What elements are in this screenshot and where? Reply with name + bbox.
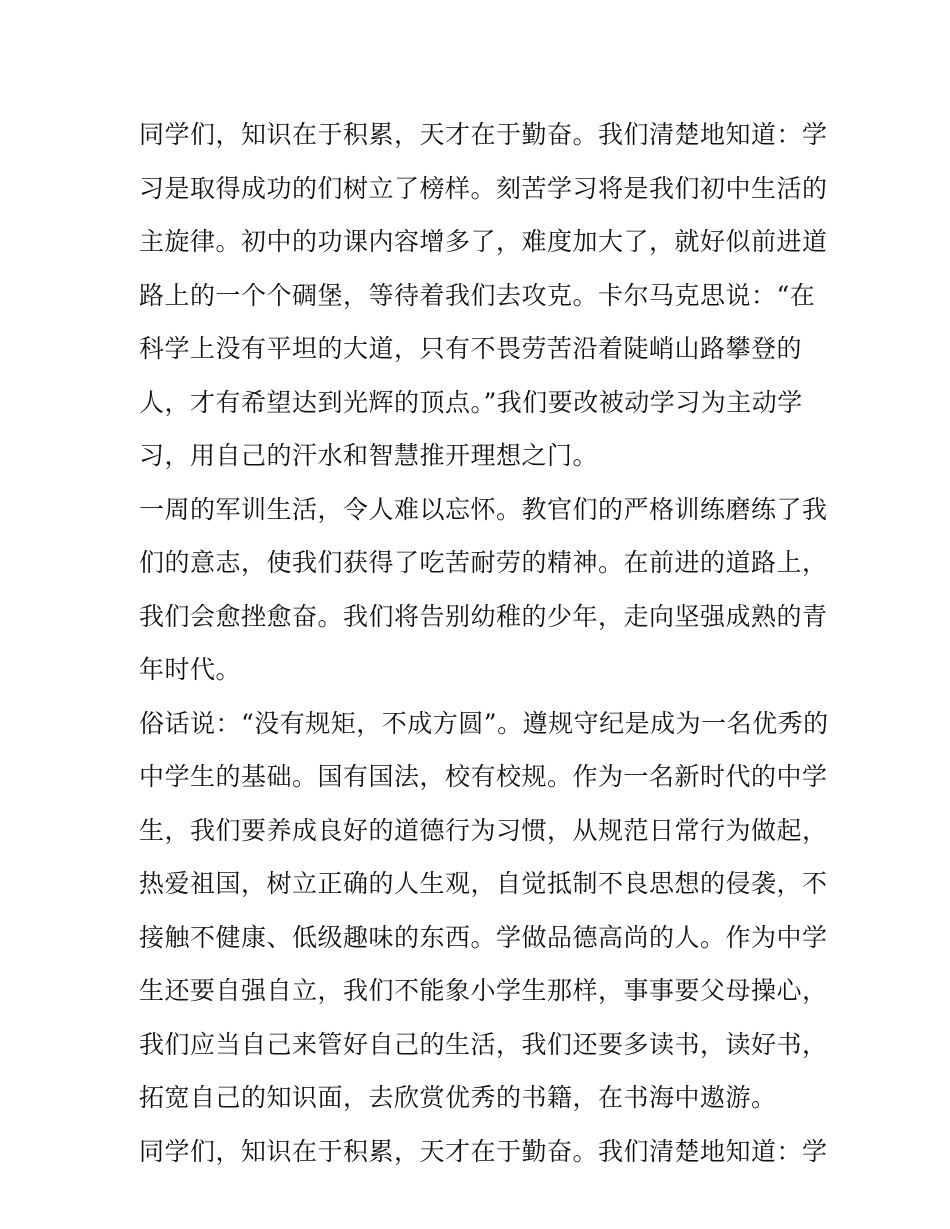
paragraph-2 xyxy=(139,483,828,697)
text-line: 习，用自己的汗水和智慧推开理想之门。 xyxy=(139,441,599,470)
text-line: 同学们，知识在于积累，天才在于勤奋。我们清楚地知道：学 xyxy=(139,120,828,149)
text-line: 接触不健康、低级趣味的东西。学做品德高尚的人。作为中学 xyxy=(139,922,828,952)
text-line: 们的意志，使我们获得了吃苦耐劳的精神。在前进的道路上， xyxy=(139,548,828,577)
text-line: 习是取得成功的们树立了榜样。刻苦学习将是我们初中生活的 xyxy=(139,173,828,203)
text-line: 同学们，知识在于积累，天才在于勤奋。我们清楚地知道：学 xyxy=(139,1136,828,1166)
text-line: 年时代。 xyxy=(139,655,242,684)
paragraph-3 xyxy=(139,697,829,1125)
text-line: 俗话说：“没有规矩，不成方圆”。遵规守纪是成为一名优秀的 xyxy=(139,708,829,738)
document-body xyxy=(139,108,829,1178)
text-line: 热爱祖国，树立正确的人生观，自觉抵制不良思想的侵袭，不 xyxy=(139,869,828,898)
text-line: 一周的军训生活，令人难以忘怀。教官们的严格训练磨练了我 xyxy=(139,494,828,524)
text-line: 科学上没有平坦的大道，只有不畏劳苦沿着陡峭山路攀登的 xyxy=(139,334,803,363)
text-line: 主旋律。初中的功课内容增多了，难度加大了，就好似前进道 xyxy=(139,227,828,256)
text-line: 我们会愈挫愈奋。我们将告别幼稚的少年，走向坚强成熟的青 xyxy=(139,601,828,631)
text-line: 生还要自强自立，我们不能象小学生那样，事事要父母操心， xyxy=(139,976,828,1005)
paragraph-4 xyxy=(139,1125,828,1179)
text-line: 拓宽自己的知识面，去欣赏优秀的书籍，在书海中遨游。 xyxy=(139,1083,777,1112)
text-line: 中学生的基础。国有国法，校有校规。作为一名新时代的中学 xyxy=(139,762,828,791)
text-line: 生，我们要养成良好的道德行为习惯，从规范日常行为做起， xyxy=(139,815,828,845)
text-line: 我们应当自己来管好自己的生活，我们还要多读书，读好书， xyxy=(139,1029,828,1059)
paragraph-1 xyxy=(139,108,828,483)
text-line: 人，才有希望达到光辉的顶点。”我们要改被动学习为主动学 xyxy=(139,387,803,417)
text-line: 路上的一个个碉堡，等待着我们去攻克。卡尔马克思说：“在 xyxy=(139,280,816,310)
